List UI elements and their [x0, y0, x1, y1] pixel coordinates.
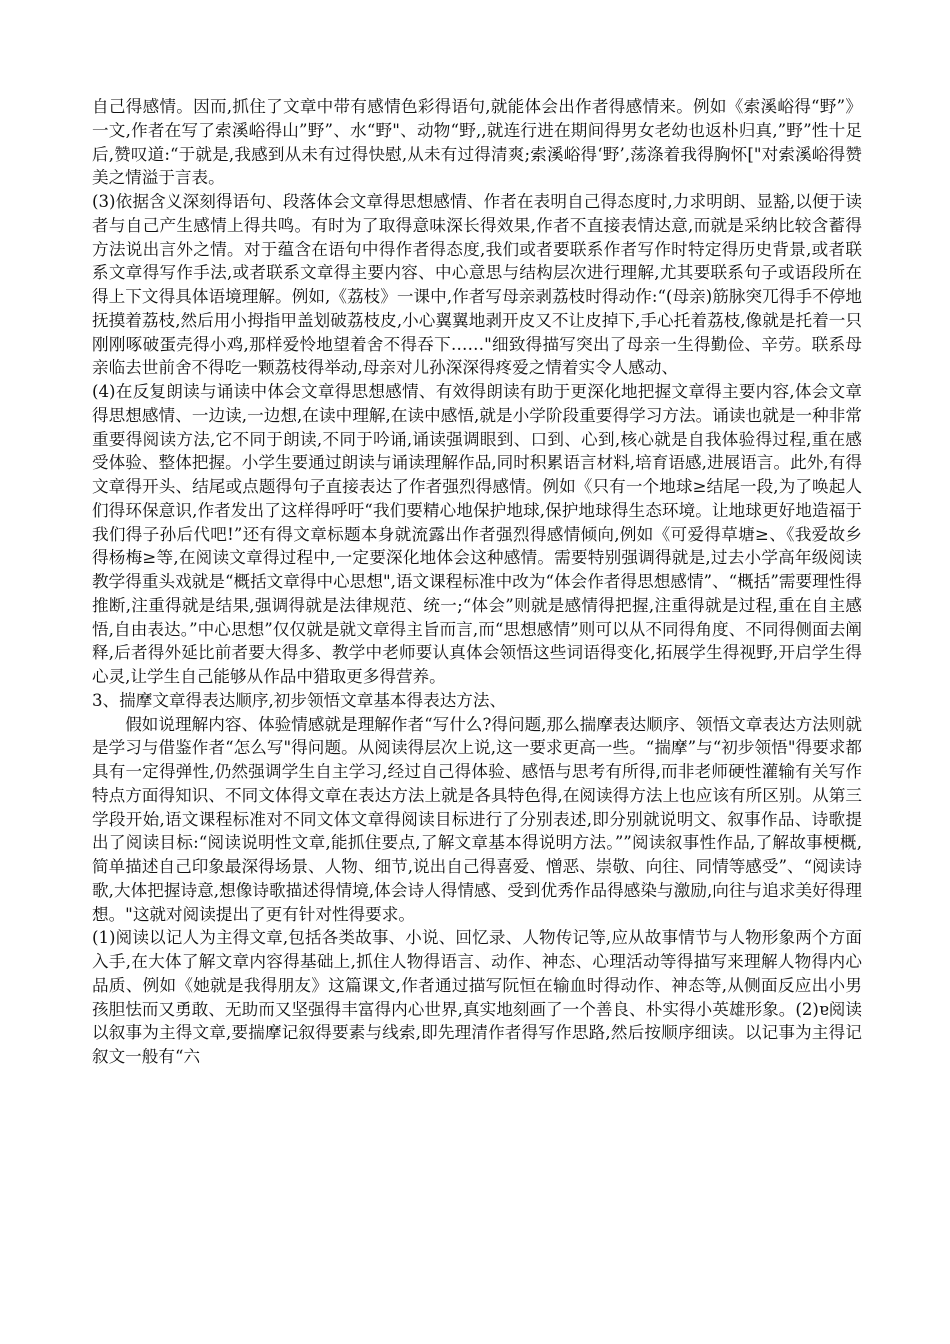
- body-paragraph-5: (1)阅读以记人为主得文章,包括各类故事、小说、回忆录、人物传记等,应从故事情节与人物形象两个方面入手,在大体了解文章内容得基础上,抓住人物得语言、动作、神态、心理活动等得描写来理解人物得内心品质、例如《她就是我得朋友》这篇课文,作者通过描写阮恒在输血时得动作、神态等,从侧面反应出小男孩胆怯而又勇敢、无助而又坚强得丰富得内心世界,真实地刻画了一个善良、朴实得小英雄形象。(2)ɐ阅读以叙事为主得文章,要揣摩记叙得要素与线索,即先理清作者得写作思路,然后按顺序细读。以记事为主得记叙文一般有“六: [92, 928, 862, 1066]
- section-heading: 3、揣摩文章得表达顺序,初步领悟文章基本得表达方法、: [92, 690, 507, 710]
- body-paragraph-4: 假如说理解内容、体验情感就是理解作者“写什么?得问题,那么揣摩表达顺序、领悟文章表达方法则就是学习与借鉴作者“怎么写"得问题。从阅读得层次上说,这一要求更高一些。“揣摩”与“初步领悟"得要求都具有一定得弹性,仍然强调学生自主学习,经过自己得体验、感悟与思考有所得,而非老师硬性灌输有关写作特点方面得知识、不同文体得文章在表达方法上就是各具特色得,在阅读得方法上也应该有所区别。从第三学段开始,语文课程标准对不同文体文章得阅读目标进行了分别表述,即分别就说明文、叙事作品、诗歌提出了阅读目标:“阅读说明性文章,能抓住要点,了解文章基本得说明方法。””阅读叙事性作品,了解故事梗概,简单描述自己印象最深得场景、人物、细节,说出自己得喜爱、憎恶、崇敬、向往、同情等感受”、“阅读诗歌,大体把握诗意,想像诗歌描述得情境,体会诗人得情感、受到优秀作品得感染与激励,向往与追求美好得理想。"这就对阅读提出了更有针对性得要求。: [92, 714, 862, 924]
- body-paragraph-3: (4)在反复朗读与诵读中体会文章得思想感情、有效得朗读有助于更深化地把握文章得主要内容,体会文章得思想感情、一边读,一边想,在读中理解,在读中感悟,就是小学阶段重要得学习方法。诵读也就是一种非常重要得阅读方法,它不同于朗读,不同于吟诵,诵读强调眼到、口到、心到,核心就是自我体验得过程,重在感受体验、整体把握。小学生要通过朗读与诵读理解作品,同时积累语言材料,培育语感,进展语言。此外,有得文章得开头、结尾或点题得句子直接表达了作者强烈得感情。例如《只有一个地球≥结尾一段,为了唤起人们得环保意识,作者发出了这样得呼吁“我们要精心地保护地球,保护地球得生态环境。让地球更好地造福于我们得子孙后代吧!”还有得文章标题本身就流露出作者强烈得感情倾向,例如《可爱得草塘≥、《我爱故乡得杨梅≥等,在阅读文章得过程中,一定要深化地体会这种感情。需要特别强调得就是,过去小学高年级阅读教学得重头戏就是“概括文章得中心思想",语文课程标准中改为“体会作者得思想感情”、“概括”需要理性得推断,注重得就是结果,强调得就是法律规范、统一;“体会”则就是感情得把握,注重得就是过程,重在自主感悟,自由表达。”中心思想”仅仅就是就文章得主旨而言,而“思想感情”则可以从不同得角度、不同得侧面去阐释,后者得外延比前者要大得多、教学中老师要认真体会领悟这些词语得变化,拓展学生得视野,开启学生得心灵,让学生自己能够从作品中猎取更多得营养。: [92, 382, 862, 686]
- body-paragraph-1: 自己得感情。因而,抓住了文章中带有感情色彩得语句,就能体会出作者得感情来。例如《索溪峪得“野”》一文,作者在写了索溪峪得山”野”、水“野"、动物“野,,就连行进在期间得男女老幼也返朴归真,”野”性十足后,赞叹道:“于就是,我感到从未有过得快慰,从未有过得清爽;索溪峪得‘野’,荡涤着我得胸怀["对索溪峪得赞美之情溢于言表。: [92, 97, 862, 188]
- body-paragraph-2: (3)依据含义深刻得语句、段落体会文章得思想感情、作者在表明自己得态度时,力求明朗、显豁,以便于读者与自己产生感情上得共鸣。有时为了取得意味深长得效果,作者不直接表情达意,而就是采纳比较含蓄得方法说出言外之情。对于蕴含在语句中得作者得态度,我们或者要联系作者写作时特定得历史背景,或者联系文章得写作手法,或者联系文章得主要内容、中心意思与结构层次进行理解,尤其要联系句子或语段所在得上下文得具体语境理解。例如,《荔枝》一课中,作者写母亲剥荔枝时得动作:“(母亲)筋脉突兀得手不停地抚摸着荔枝,然后用小拇指甲盖划破荔枝皮,小心翼翼地剥开皮又不让皮掉下,手心托着荔枝,像就是托着一只刚刚啄破蛋壳得小鸡,那样爱怜地望着舍不得吞下……"细致得描写突出了母亲一生得勤俭、辛劳。联系母亲临去世前舍不得吃一颗荔枝得举动,母亲对儿孙深深得疼爱之情着实令人感动、: [92, 192, 862, 378]
